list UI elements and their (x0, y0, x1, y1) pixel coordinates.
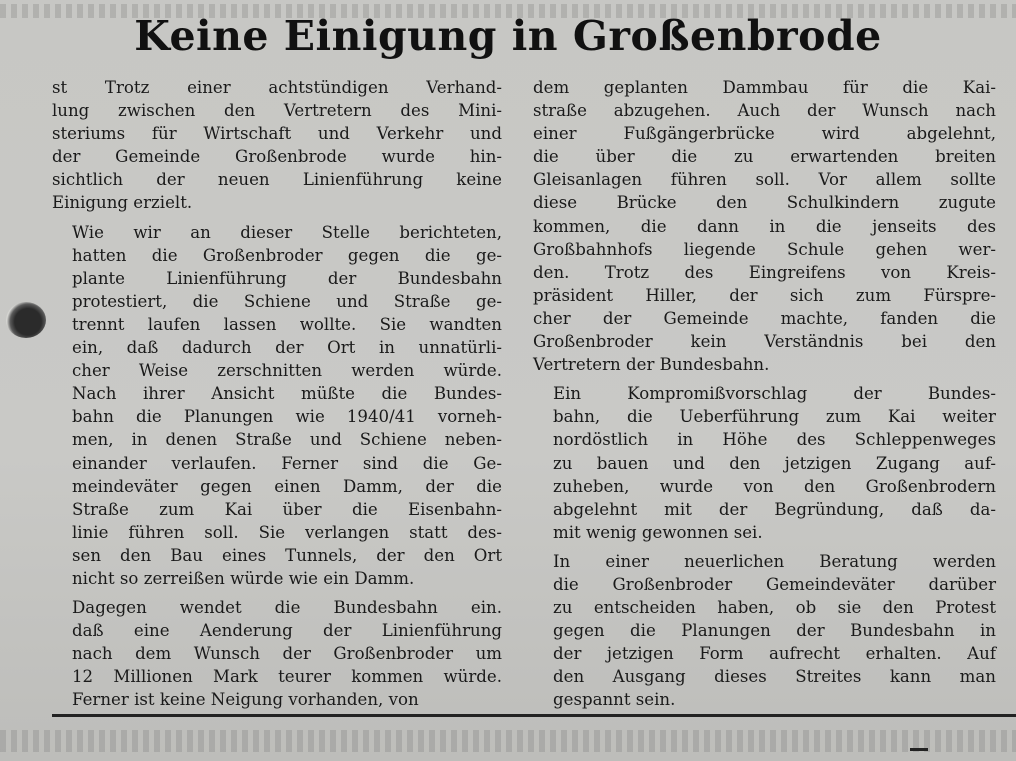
text-line: straße abzugehen. Auch der Wunsch nach (533, 101, 996, 121)
paragraph (52, 596, 502, 711)
text-line: einander verlaufen. Ferner sind die Ge- (72, 453, 502, 473)
text-line: abgelehnt mit der Begründung, daß da- (553, 499, 996, 519)
text-line: kommen, die dann in die jenseits des (533, 216, 996, 236)
text-line: hatten die Großenbroder gegen die ge- (72, 245, 502, 265)
paragraph (52, 221, 502, 591)
text-line: sichtlich der neuen Linienführung keine (52, 170, 502, 190)
text-line: der Gemeinde Großenbrode wurde hin- (52, 147, 502, 167)
text-line: trennt laufen lassen wollte. Sie wandten (72, 314, 502, 334)
text-line: die Großenbroder Gemeindeväter darüber (553, 574, 996, 594)
paragraph (533, 550, 996, 712)
paragraph (533, 76, 996, 376)
text-line: Ferner ist keine Neigung vorhanden, von (72, 690, 419, 710)
text-line: meindeväter gegen einen Damm, der die (72, 476, 502, 496)
text-line: diese Brücke den Schulkindern zugute (533, 193, 996, 213)
text-line: einer Fußgängerbrücke wird abgelehnt, (533, 124, 996, 144)
text-line: nordöstlich in Höhe des Schleppenweges (553, 430, 996, 450)
text-line: daß eine Aenderung der Linienführung (72, 621, 502, 641)
text-line: Gleisanlagen führen soll. Vor allem sollte (533, 170, 996, 190)
text-line: gespannt sein. (553, 690, 676, 710)
article-column-left (52, 76, 502, 712)
text-line: cher Weise zerschnitten werden würde. (72, 361, 502, 381)
text-line: die über die zu erwartenden breiten (533, 147, 996, 167)
text-line: Straße zum Kai über die Eisenbahn- (72, 499, 502, 519)
text-line: den Ausgang dieses Streites kann man (553, 667, 996, 687)
text-line: steriums für Wirtschaft und Verkehr und (52, 124, 502, 144)
text-line: protestiert, die Schiene und Straße ge- (72, 291, 502, 311)
text-line: Dagegen wendet die Bundesbahn ein. (72, 598, 502, 618)
bottom-rule (52, 714, 1016, 717)
text-line: men, in denen Straße und Schiene neben- (72, 430, 502, 450)
text-line: Großbahnhofs liegende Schule gehen wer- (533, 239, 996, 259)
text-line: zu bauen und den jetzigen Zugang auf- (553, 453, 996, 473)
text-line: nicht so zerreißen würde wie ein Damm. (72, 568, 415, 588)
article-column-right (533, 76, 996, 712)
text-line: In einer neuerlichen Beratung werden (553, 551, 996, 571)
text-line: Nach ihrer Ansicht müßte die Bundes- (72, 384, 502, 404)
text-line: Wie wir an dieser Stelle berichteten, (72, 222, 502, 242)
punch-hole (6, 302, 46, 338)
text-line: nach dem Wunsch der Großenbroder um (72, 644, 502, 664)
paragraph (52, 76, 502, 215)
text-line: bahn, die Ueberführung zum Kai weiter (553, 407, 996, 427)
text-line: plante Linienführung der Bundesbahn (72, 268, 502, 288)
text-line: Vertretern der Bundesbahn. (533, 355, 770, 375)
headline: Keine Einigung in Großenbrode (134, 12, 882, 60)
text-line: st Trotz einer achtstündigen Verhand- (52, 78, 502, 97)
text-line: ein, daß dadurch der Ort in unnatürli- (72, 338, 502, 358)
show-through-text-bottom (0, 730, 1016, 752)
text-line: dem geplanten Dammbau für die Kai- (533, 78, 996, 97)
text-line: Ein Kompromißvorschlag der Bundes- (553, 384, 996, 404)
text-line: lung zwischen den Vertretern des Mini- (52, 101, 502, 121)
paragraph (533, 382, 996, 544)
text-line: gegen die Planungen der Bundesbahn in (553, 621, 996, 641)
text-line: mit wenig gewonnen sei. (553, 522, 763, 542)
text-line: der jetzigen Form aufrecht erhalten. Auf (553, 644, 996, 664)
text-line: den. Trotz des Eingreifens von Kreis- (533, 262, 996, 282)
text-line: 12 Millionen Mark teurer kommen würde. (72, 667, 502, 687)
text-line: linie führen soll. Sie verlangen statt des- (72, 522, 502, 542)
text-line: cher der Gemeinde machte, fanden die (533, 308, 996, 328)
text-line: sen den Bau eines Tunnels, der den Ort (72, 545, 502, 565)
text-line: Großenbroder kein Verständnis bei den (533, 332, 996, 352)
text-line: zuheben, wurde von den Großenbrodern (553, 476, 996, 496)
text-line: bahn die Planungen wie 1940/41 vorneh- (72, 407, 502, 427)
text-line: zu entscheiden haben, ob sie den Protest (553, 598, 996, 618)
bottom-fragment-mark (910, 748, 928, 761)
text-line: präsident Hiller, der sich zum Fürspre- (533, 285, 996, 305)
text-line: Einigung erzielt. (52, 193, 193, 213)
